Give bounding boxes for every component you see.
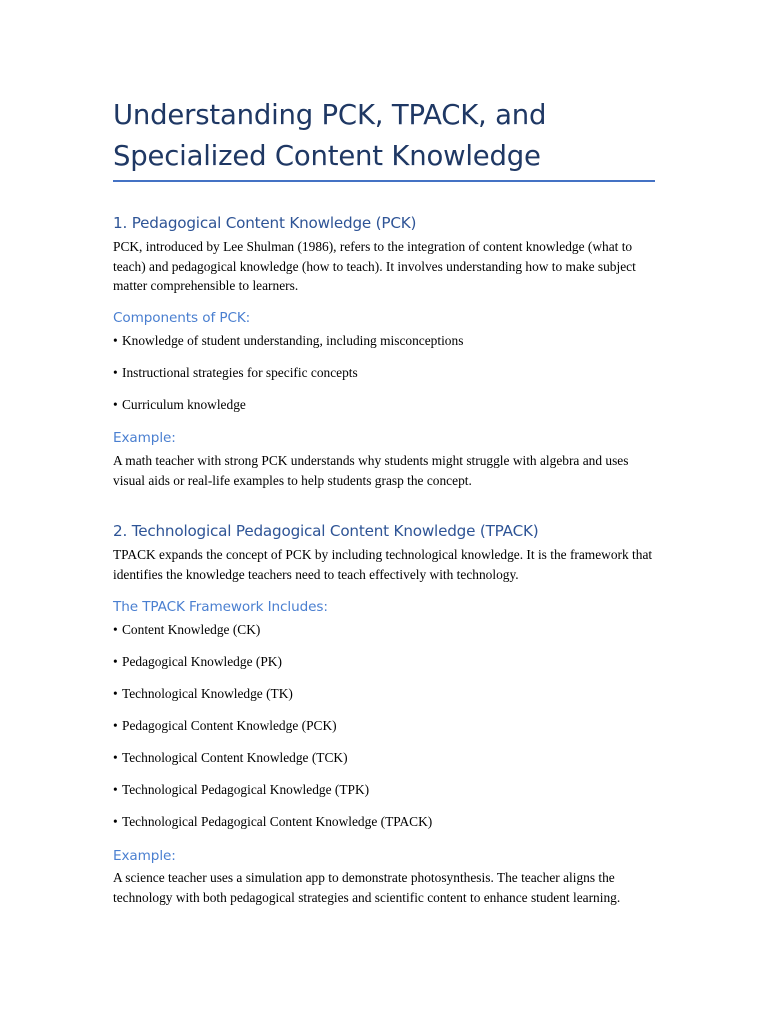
bullet-icon: •: [113, 750, 118, 765]
bullet-icon: •: [113, 397, 118, 412]
list-heading-tpack-framework: The TPACK Framework Includes:: [113, 599, 328, 615]
bullet-icon: •: [113, 782, 118, 797]
list-item: • Curriculum knowledge: [113, 395, 246, 415]
section-heading-tpack: 2. Technological Pedagogical Content Knowledge (TPACK): [113, 522, 539, 540]
example-text-tpack: A science teacher uses a simulation app to demonstrate photosynthesis. The teacher aligns the technology with both pedagogical strategies and scientific content to enhance student learning.: [113, 870, 621, 905]
bullet-icon: •: [113, 814, 118, 829]
list-item: • Pedagogical Knowledge (PK): [113, 652, 282, 672]
list-heading-pck-components: Components of PCK:: [113, 310, 251, 326]
section-heading-pck: 1. Pedagogical Content Knowledge (PCK): [113, 214, 417, 232]
list-item: • Knowledge of student understanding, including misconceptions: [113, 331, 463, 351]
bullet-icon: •: [113, 333, 118, 348]
title-divider: [113, 180, 655, 182]
list-item: • Technological Content Knowledge (TCK): [113, 748, 348, 768]
bullet-icon: •: [113, 365, 118, 380]
example-heading-tpack: Example:: [113, 848, 176, 864]
list-item: • Technological Knowledge (TK): [113, 684, 293, 704]
example-text-pck: A math teacher with strong PCK understands why students might struggle with algebra and uses visual aids or real-life examples to help students grasp the concept.: [113, 453, 629, 488]
section-intro-tpack: TPACK expands the concept of PCK by including technological knowledge. It is the framework that identifies the knowledge teachers need to teach effectively with technology.: [113, 547, 653, 582]
list-item: • Technological Pedagogical Knowledge (TPK): [113, 780, 369, 800]
bullet-icon: •: [113, 718, 118, 733]
list-item: • Technological Pedagogical Content Knowledge (TPACK): [113, 812, 432, 832]
bullet-icon: •: [113, 686, 118, 701]
list-item: • Content Knowledge (CK): [113, 620, 260, 640]
section-intro-pck: PCK, introduced by Lee Shulman (1986), refers to the integration of content knowledge (what to teach) and pedagogical knowledge (how to teach). It involves understanding how to make subject matter comprehensible to learners.: [113, 239, 636, 293]
list-item: • Instructional strategies for specific concepts: [113, 363, 358, 383]
example-heading-pck: Example:: [113, 430, 176, 446]
list-item: • Pedagogical Content Knowledge (PCK): [113, 716, 337, 736]
document-title: Understanding PCK, TPACK, and Specialized Content Knowledge: [113, 99, 547, 172]
bullet-icon: •: [113, 622, 118, 637]
bullet-icon: •: [113, 654, 118, 669]
